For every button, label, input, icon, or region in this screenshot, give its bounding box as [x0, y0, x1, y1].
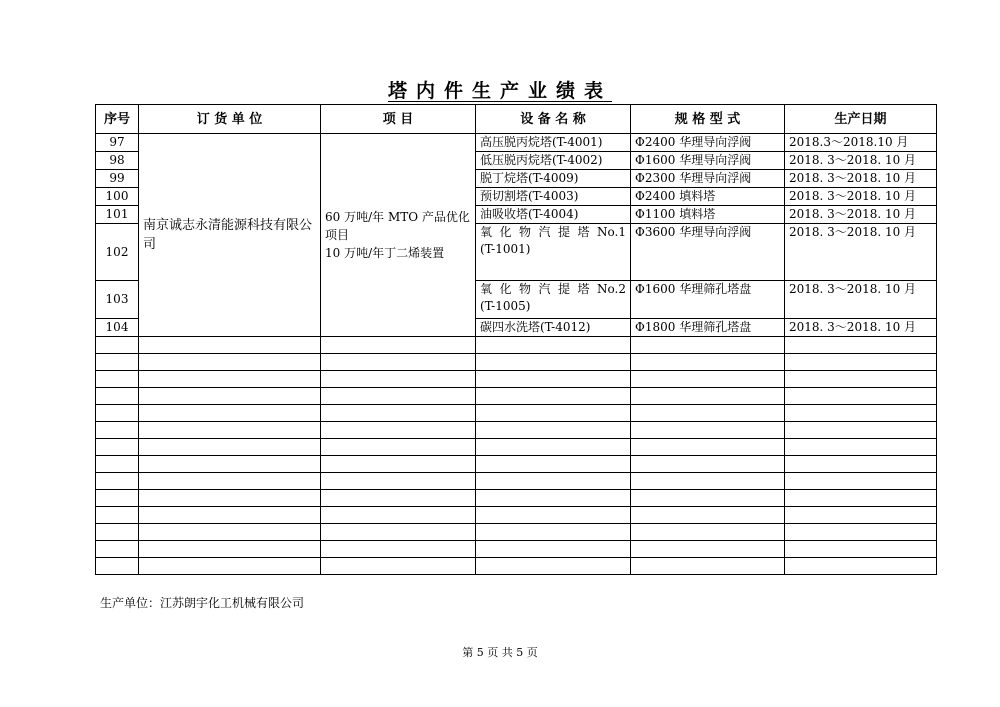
empty-cell — [785, 524, 937, 541]
spec: Φ1600 华理导向浮阀 — [631, 152, 785, 170]
date: 2018. 3～2018. 10 月 — [785, 319, 937, 337]
row-no: 104 — [96, 319, 139, 337]
header-date: 生产日期 — [785, 105, 937, 134]
row-no: 102 — [96, 224, 139, 281]
spec: Φ1100 填料塔 — [631, 206, 785, 224]
empty-cell — [96, 524, 139, 541]
empty-cell — [476, 371, 631, 388]
table-row — [96, 134, 937, 152]
empty-cell — [321, 371, 476, 388]
performance-table — [95, 104, 937, 575]
empty-cell — [321, 439, 476, 456]
empty-cell — [139, 541, 321, 558]
empty-cell — [476, 422, 631, 439]
empty-cell — [785, 490, 937, 507]
empty-cell — [631, 354, 785, 371]
empty-row — [96, 456, 937, 473]
empty-cell — [96, 354, 139, 371]
empty-cell — [476, 558, 631, 575]
equipment-name — [476, 224, 631, 281]
empty-cell — [785, 354, 937, 371]
project-name: 60 万吨/年 MTO 产品优化项目 10 万吨/年丁二烯装置 — [325, 210, 470, 260]
empty-row — [96, 541, 937, 558]
empty-cell — [321, 337, 476, 354]
empty-cell — [139, 507, 321, 524]
date: 2018. 3～2018. 10 月 — [785, 188, 937, 206]
empty-cell — [785, 371, 937, 388]
empty-cell — [321, 558, 476, 575]
empty-cell — [139, 354, 321, 371]
empty-row — [96, 422, 937, 439]
empty-cell — [139, 337, 321, 354]
date: 2018. 3～2018. 10 月 — [785, 152, 937, 170]
header-no: 序号 — [96, 105, 139, 134]
empty-cell — [631, 405, 785, 422]
empty-cell — [321, 422, 476, 439]
empty-row — [96, 388, 937, 405]
row-no: 103 — [96, 281, 139, 319]
equipment-name: 脱丁烷塔(T-4009) — [476, 170, 631, 188]
spec: Φ1600 华理筛孔塔盘 — [631, 281, 785, 319]
empty-cell — [139, 558, 321, 575]
date: 2018.3～2018.10 月 — [785, 134, 937, 152]
equipment-name: 高压脱丙烷塔(T-4001) — [476, 134, 631, 152]
empty-cell — [785, 439, 937, 456]
empty-row — [96, 439, 937, 456]
project-cell — [321, 134, 476, 337]
empty-row — [96, 473, 937, 490]
empty-cell — [631, 422, 785, 439]
empty-cell — [96, 473, 139, 490]
empty-cell — [96, 439, 139, 456]
customer-cell — [139, 134, 321, 337]
empty-row — [96, 371, 937, 388]
empty-cell — [139, 473, 321, 490]
empty-cell — [631, 507, 785, 524]
equipment-name-line1: 氧 化 物 汽 提 塔 No.2 — [480, 282, 626, 296]
empty-cell — [321, 507, 476, 524]
empty-cell — [96, 337, 139, 354]
empty-cell — [785, 507, 937, 524]
production-unit: 生产单位：江苏朗宇化工机械有限公司 — [100, 596, 305, 610]
empty-cell — [96, 422, 139, 439]
empty-row — [96, 507, 937, 524]
empty-cell — [96, 388, 139, 405]
spec: Φ2400 填料塔 — [631, 188, 785, 206]
empty-cell — [631, 541, 785, 558]
empty-cell — [785, 405, 937, 422]
empty-cell — [139, 456, 321, 473]
equipment-name-line2: (T-1005) — [480, 299, 531, 313]
empty-cell — [96, 490, 139, 507]
equipment-name: 碳四水洗塔(T-4012) — [476, 319, 631, 337]
header-equipment: 设 备 名 称 — [476, 105, 631, 134]
empty-cell — [785, 541, 937, 558]
empty-cell — [785, 456, 937, 473]
empty-row — [96, 337, 937, 354]
empty-cell — [476, 473, 631, 490]
empty-cell — [785, 473, 937, 490]
spec: Φ2400 华理导向浮阀 — [631, 134, 785, 152]
equipment-name: 预切割塔(T-4003) — [476, 188, 631, 206]
spec: Φ2300 华理导向浮阀 — [631, 170, 785, 188]
empty-cell — [476, 541, 631, 558]
empty-row — [96, 405, 937, 422]
empty-cell — [321, 405, 476, 422]
empty-cell — [785, 558, 937, 575]
spec: Φ3600 华理导向浮阀 — [631, 224, 785, 281]
header-customer: 订 货 单 位 — [139, 105, 321, 134]
empty-cell — [476, 337, 631, 354]
spec: Φ1800 华理筛孔塔盘 — [631, 319, 785, 337]
customer-name: 南京诚志永清能源科技有限公司 — [143, 218, 313, 252]
row-no: 97 — [96, 134, 139, 152]
empty-cell — [631, 337, 785, 354]
page-title: 塔内件生产业绩表 — [387, 80, 612, 102]
empty-cell — [96, 541, 139, 558]
empty-cell — [785, 388, 937, 405]
row-no: 98 — [96, 152, 139, 170]
empty-cell — [631, 490, 785, 507]
empty-cell — [321, 388, 476, 405]
empty-row — [96, 558, 937, 575]
empty-cell — [139, 371, 321, 388]
row-no: 99 — [96, 170, 139, 188]
empty-cell — [631, 388, 785, 405]
empty-cell — [476, 490, 631, 507]
empty-cell — [785, 422, 937, 439]
date: 2018. 3～2018. 10 月 — [785, 281, 937, 319]
date: 2018. 3～2018. 10 月 — [785, 206, 937, 224]
date: 2018. 3～2018. 10 月 — [785, 170, 937, 188]
empty-cell — [785, 337, 937, 354]
empty-cell — [96, 558, 139, 575]
empty-cell — [631, 456, 785, 473]
empty-cell — [476, 405, 631, 422]
empty-cell — [139, 422, 321, 439]
equipment-name: 低压脱丙烷塔(T-4002) — [476, 152, 631, 170]
header-project: 项 目 — [321, 105, 476, 134]
empty-cell — [476, 507, 631, 524]
equipment-name-line1: 氧 化 物 汽 提 塔 No.1 — [480, 225, 626, 239]
equipment-name-line2: (T-1001) — [480, 242, 531, 256]
empty-cell — [476, 388, 631, 405]
empty-cell — [96, 456, 139, 473]
empty-cell — [321, 524, 476, 541]
empty-cell — [139, 439, 321, 456]
empty-cell — [321, 490, 476, 507]
row-no: 100 — [96, 188, 139, 206]
header-spec: 规 格 型 式 — [631, 105, 785, 134]
empty-cell — [96, 507, 139, 524]
empty-cell — [139, 405, 321, 422]
empty-cell — [321, 456, 476, 473]
empty-cell — [476, 524, 631, 541]
page-number: 第 5 页 共 5 页 — [462, 646, 538, 659]
empty-cell — [476, 354, 631, 371]
empty-row — [96, 490, 937, 507]
equipment-name — [476, 281, 631, 319]
empty-cell — [321, 473, 476, 490]
empty-row — [96, 524, 937, 541]
equipment-name: 油吸收塔(T-4004) — [476, 206, 631, 224]
empty-cell — [139, 524, 321, 541]
empty-row — [96, 354, 937, 371]
empty-cell — [96, 371, 139, 388]
empty-cell — [96, 405, 139, 422]
empty-cell — [631, 558, 785, 575]
empty-cell — [321, 541, 476, 558]
empty-cell — [631, 371, 785, 388]
empty-cell — [476, 439, 631, 456]
header-row — [96, 105, 937, 134]
empty-cell — [631, 439, 785, 456]
empty-cell — [631, 473, 785, 490]
date: 2018. 3～2018. 10 月 — [785, 224, 937, 281]
empty-cell — [476, 456, 631, 473]
empty-cell — [631, 524, 785, 541]
empty-cell — [139, 490, 321, 507]
empty-cell — [139, 388, 321, 405]
row-no: 101 — [96, 206, 139, 224]
empty-cell — [321, 354, 476, 371]
